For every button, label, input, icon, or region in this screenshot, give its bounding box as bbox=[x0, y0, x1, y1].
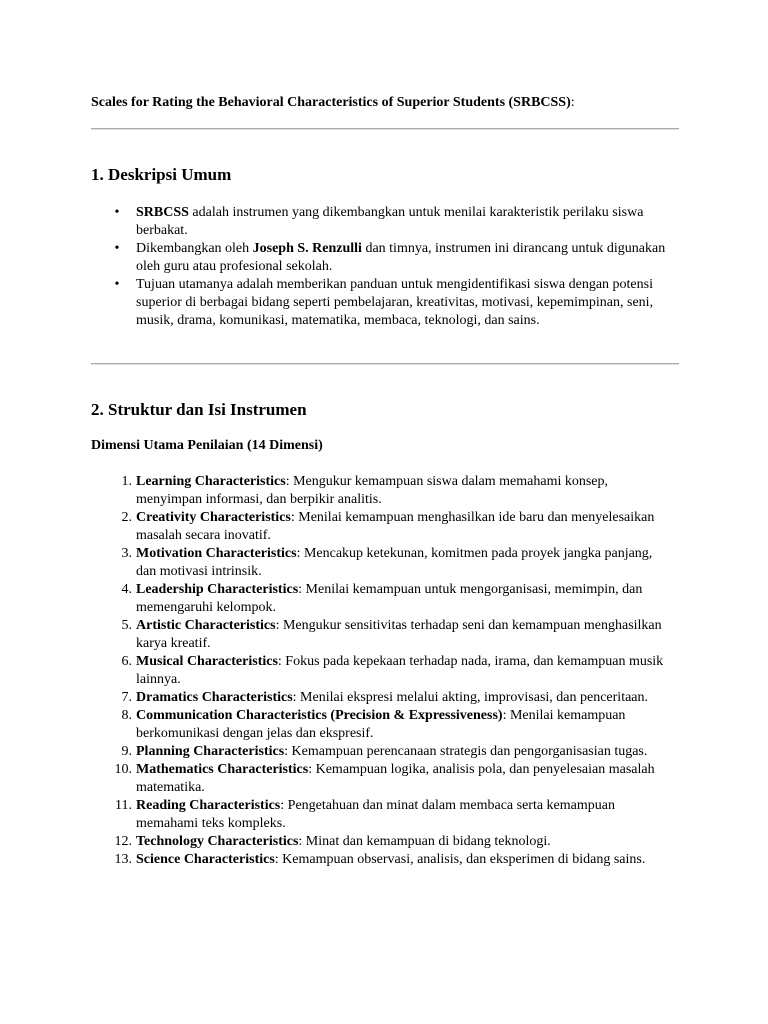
bullet-marker: • bbox=[114, 277, 120, 292]
list-number: 11. bbox=[115, 798, 132, 813]
bullet-marker: • bbox=[114, 205, 120, 220]
bullet-post-text: dan timnya, instrumen ini dirancang untuk digunakan oleh guru atau profesional sekolah. bbox=[136, 241, 666, 274]
section-1-heading: 1. Deskripsi Umum bbox=[91, 165, 232, 184]
bullet-post-text: adalah instrumen yang dikembangkan untuk menilai karakteristik perilaku siswa berbakat. bbox=[136, 205, 644, 238]
dimension-term: Reading Characteristics bbox=[136, 798, 281, 813]
list-number: 4. bbox=[121, 582, 132, 597]
bullet-item-1 bbox=[91, 204, 666, 240]
dimension-description: : Menilai kemampuan menghasilkan ide baru dan menyelesaikan masalah secara inovatif. bbox=[136, 510, 655, 543]
horizontal-rule-1 bbox=[91, 128, 679, 130]
dimension-item-6 bbox=[91, 653, 666, 689]
dimension-description: : Menilai kemampuan berkomunikasi dengan jelas dan ekspresif. bbox=[136, 708, 626, 741]
dimension-item-13 bbox=[91, 851, 666, 869]
dimension-item-4 bbox=[91, 581, 666, 617]
bullet-bold-text: SRBCSS bbox=[136, 205, 189, 220]
bullet-bold-text: Joseph S. Renzulli bbox=[252, 241, 362, 256]
dimension-term: Science Characteristics bbox=[136, 852, 275, 867]
list-number: 10. bbox=[114, 762, 132, 777]
dimension-item-7 bbox=[91, 689, 666, 707]
dimension-term: Musical Characteristics bbox=[136, 654, 278, 669]
dimension-list bbox=[91, 473, 679, 869]
document-title bbox=[91, 94, 575, 112]
dimension-term: Artistic Characteristics bbox=[136, 618, 276, 633]
dimension-description: : Mengukur kemampuan siswa dalam memahami konsep, menyimpan informasi, dan berpikir analitis. bbox=[136, 474, 609, 507]
bullet-marker: • bbox=[114, 241, 120, 256]
dimension-item-2 bbox=[91, 509, 666, 545]
list-number: 8. bbox=[121, 708, 132, 723]
section-1-bullet-list bbox=[91, 204, 679, 330]
list-number: 3. bbox=[121, 546, 132, 561]
list-number: 9. bbox=[121, 744, 132, 759]
dimension-term: Motivation Characteristics bbox=[136, 546, 297, 561]
dimension-description: : Kemampuan logika, analisis pola, dan penyelesaian masalah matematika. bbox=[136, 762, 655, 795]
bullet-pre-text: Tujuan utamanya adalah memberikan panduan untuk mengidentifikasi siswa dengan potensi superior di berbagai bidang seperti pembelajaran, kreativitas, motivasi, kepemimpinan, seni, musik, drama, komunikasi, matematika, membaca, teknologi, dan sains. bbox=[136, 277, 654, 328]
dimension-item-11 bbox=[91, 797, 666, 833]
dimension-term: Learning Characteristics bbox=[136, 474, 286, 489]
dimension-term: Communication Characteristics (Precision & Expressiveness) bbox=[136, 708, 503, 723]
dimension-description: : Mengukur sensitivitas terhadap seni dan kemampuan menghasilkan karya kreatif. bbox=[136, 618, 662, 651]
horizontal-rule-2 bbox=[91, 363, 679, 365]
dimension-term: Leadership Characteristics bbox=[136, 582, 299, 597]
list-number: 6. bbox=[121, 654, 132, 669]
dimension-term: Creativity Characteristics bbox=[136, 510, 291, 525]
list-number: 5. bbox=[121, 618, 132, 633]
section-2-subheading: Dimensi Utama Penilaian (14 Dimensi) bbox=[91, 438, 323, 453]
dimension-description: : Menilai kemampuan untuk mengorganisasi, memimpin, dan memengaruhi kelompok. bbox=[136, 582, 643, 615]
dimension-description: : Pengetahuan dan minat dalam membaca serta kemampuan memahami teks kompleks. bbox=[136, 798, 615, 831]
dimension-description: : Kemampuan perencanaan strategis dan pengorganisasian tugas. bbox=[284, 744, 648, 759]
bullet-pre-text: Dikembangkan oleh bbox=[136, 241, 253, 256]
list-number: 7. bbox=[121, 690, 132, 705]
dimension-term: Mathematics Characteristics bbox=[136, 762, 309, 777]
dimension-item-1 bbox=[91, 473, 666, 509]
dimension-item-8 bbox=[91, 707, 666, 743]
dimension-description: : Kemampuan observasi, analisis, dan eksperimen di bidang sains. bbox=[274, 852, 646, 867]
section-2-heading: 2. Struktur dan Isi Instrumen bbox=[91, 400, 307, 419]
dimension-term: Dramatics Characteristics bbox=[136, 690, 293, 705]
dimension-item-3 bbox=[91, 545, 666, 581]
list-number: 12. bbox=[114, 834, 132, 849]
dimension-description: : Fokus pada kepekaan terhadap nada, irama, dan kemampuan musik lainnya. bbox=[136, 654, 664, 687]
dimension-item-5 bbox=[91, 617, 666, 653]
dimension-item-9 bbox=[91, 743, 666, 761]
dimension-term: Technology Characteristics bbox=[136, 834, 299, 849]
dimension-description: : Mencakup ketekunan, komitmen pada proyek jangka panjang, dan motivasi intrinsik. bbox=[136, 546, 653, 579]
bullet-item-3 bbox=[91, 276, 666, 330]
dimension-description: : Minat dan kemampuan di bidang teknologi. bbox=[298, 834, 551, 849]
bullet-item-2 bbox=[91, 240, 666, 276]
document-title-bold: Scales for Rating the Behavioral Characteristics of Superior Students (SRBCSS) bbox=[91, 95, 571, 110]
document-title-suffix: : bbox=[570, 95, 575, 110]
dimension-term: Planning Characteristics bbox=[136, 744, 285, 759]
list-number: 1. bbox=[121, 474, 132, 489]
dimension-description: : Menilai ekspresi melalui akting, improvisasi, dan penceritaan. bbox=[292, 690, 649, 705]
dimension-item-12 bbox=[91, 833, 666, 851]
list-number: 13. bbox=[114, 852, 132, 867]
list-number: 2. bbox=[121, 510, 132, 525]
dimension-item-10 bbox=[91, 761, 666, 797]
